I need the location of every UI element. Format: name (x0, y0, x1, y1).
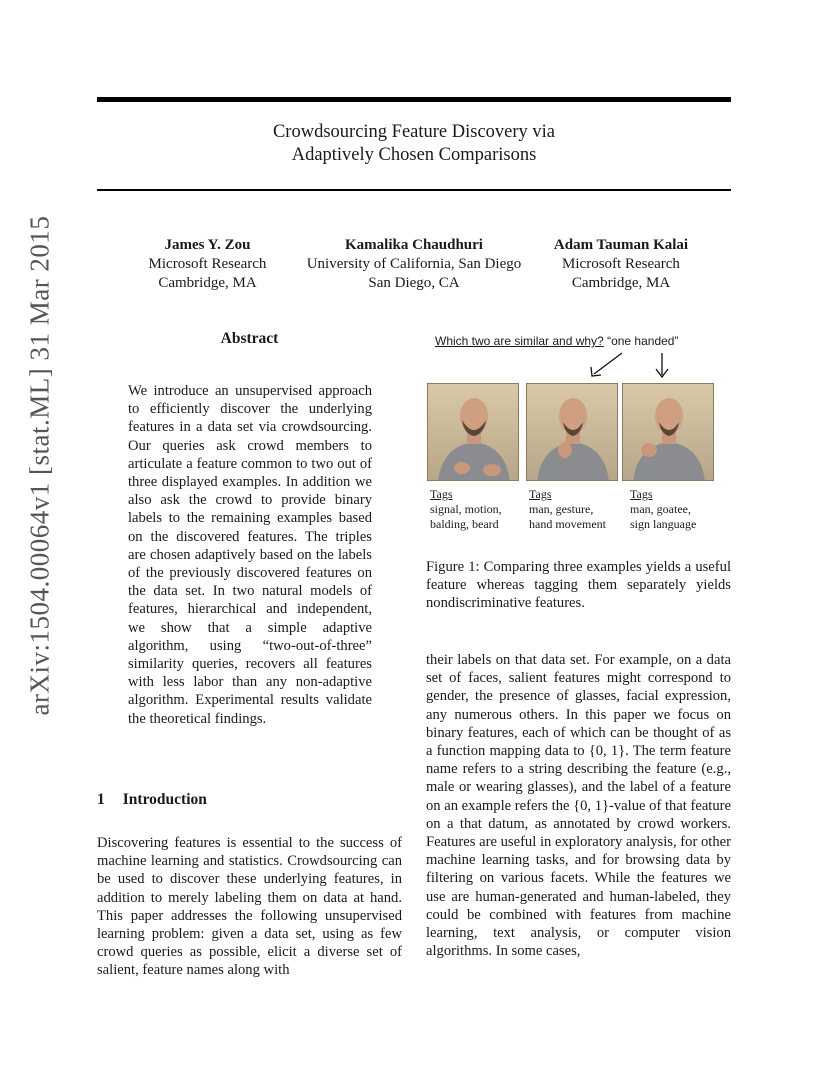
author-name: Kamalika Chaudhuri (345, 237, 483, 253)
author-2 (296, 236, 532, 293)
tags-heading: Tags (630, 487, 653, 501)
author-location: San Diego, CA (368, 275, 460, 291)
person-2-illustration (527, 384, 618, 481)
figure-arrows (580, 350, 690, 382)
photo-person-3 (622, 383, 714, 481)
figure-question (435, 334, 678, 348)
intro-paragraph-left: Discovering features is essential to the success of machine learning and statistics. Crowdsourcing can be used to discover these underlying features, in addition to merely labeling them on data at hand. This paper addresses the following unsupervised learning problem: given a data set, using as few crowd queries as possible, elicit a diverse set of salient, feature names along with (97, 835, 402, 979)
photo-person-1 (427, 383, 519, 481)
author-affiliation: Microsoft Research (148, 256, 267, 272)
author-1 (120, 236, 295, 293)
title-line-1: Crowdsourcing Feature Discovery via (272, 122, 556, 142)
tags-line: sign language (630, 517, 697, 531)
abstract-body: We introduce an unsupervised approach to efficiently discover the underlying features in a data set via crowdsourcing. Our queries ask crowd members to articulate a feature common to two out of three displayed examples. In addition we also ask the crowd to provide binary labels to the remaining examples based on the discovered features. The triples are chosen adaptively based on the labels of the previously discovered features on the data set. In two natural models of features, hierarchical and independent, we show that a simple adaptive algorithm, using “two-out-of-three” similarity queries, recovers all features with less labor than any non-adaptive algorithm. Experimental results validate the theoretical findings. (128, 383, 372, 727)
tags-line: balding, beard (430, 517, 499, 531)
author-name: Adam Tauman Kalai (553, 237, 689, 253)
figure-tags-2 (529, 487, 606, 532)
section-title: Introduction (122, 791, 207, 808)
section-number: 1 (97, 791, 105, 808)
section-heading-introduction (97, 791, 207, 809)
tags-heading: Tags (430, 487, 453, 501)
figure-caption: Figure 1: Comparing three examples yields a useful feature whereas tagging them separately yields nondiscriminative features. (426, 559, 731, 612)
tags-line: hand movement (529, 517, 606, 531)
author-location: Cambridge, MA (158, 275, 257, 291)
abstract-heading: Abstract (220, 330, 279, 347)
author-affiliation: Microsoft Research (562, 256, 680, 272)
photo-person-2 (526, 383, 618, 481)
title-line-2: Adaptively Chosen Comparisons (291, 145, 537, 165)
figure-question-text: Which two are similar and why? (435, 334, 604, 348)
figure-tags-3 (630, 487, 696, 532)
tags-line: signal, motion, (430, 502, 502, 516)
author-3 (536, 236, 706, 293)
tags-line: man, goatee, (630, 502, 691, 516)
figure-tags-1 (430, 487, 502, 532)
figure-answer-text: “one handed” (607, 334, 679, 348)
intro-paragraph-right: their labels on that data set. For example, on a data set of faces, salient features might correspond to gender, the presence of glasses, facial expression, any numerous others. In this paper we focus on binary features, each of which can be thought of as a function mapping data to {0, 1}. The term feature name refers to a string describing the feature (e.g., male or wearing glasses), and the label of a feature on an example refers the {0, 1}-value of that feature on a that datum, as annotated by crowd workers. Features are useful in exploratory analysis, for other machine learning tasks, and for browsing data by filtering on various facets. While the features we use are human-generated and human-labeled, they could be combined with features from machine learning, text analysis, or computer vision algorithms. In some cases, (426, 652, 731, 960)
tags-line: man, gesture, (529, 502, 594, 516)
paper-title (97, 121, 731, 167)
author-affiliation: University of California, San Diego (306, 256, 522, 272)
arxiv-identifier: arXiv:1504.00064v1 [stat.ML] 31 Mar 2015 (24, 215, 55, 716)
title-bottom-rule (97, 189, 731, 191)
author-name: James Y. Zou (164, 237, 251, 253)
person-1-illustration (428, 384, 519, 481)
person-3-illustration (623, 384, 714, 481)
author-location: Cambridge, MA (571, 275, 671, 291)
title-top-rule (97, 97, 731, 102)
tags-heading: Tags (529, 487, 552, 501)
